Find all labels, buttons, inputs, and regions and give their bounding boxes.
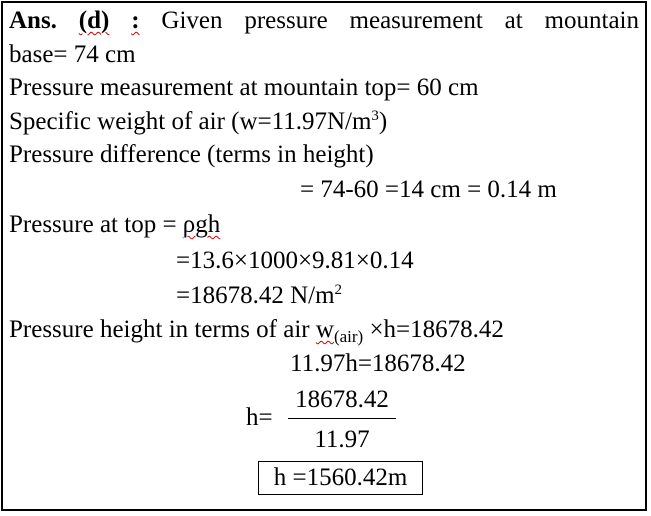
answer-option: (d) [78,7,110,34]
fraction [288,385,396,457]
pressure-top-text: Pressure at top = [9,211,183,238]
fraction-numerator: 18678.42 [295,386,389,413]
pressure-difference-line: Pressure difference (terms in height) [9,141,374,168]
specific-weight-close: ) [378,108,388,135]
cubic-exponent: 3 [371,108,379,124]
answer-prefix: Ans. [9,7,57,34]
w-air [315,316,364,346]
rho-g-h: ρgh [182,211,221,238]
pressure-height-text: Pressure height in terms of air [9,316,316,343]
base-pressure-line: base= 74 cm [9,41,136,68]
final-result-box: h =1560.42m [258,461,423,495]
answer-line-1 [9,6,639,36]
top-pressure-line: Pressure measurement at mountain top= 60 cm [9,74,479,101]
pressure-height-end: ×h=18678.42 [363,316,504,343]
given-text: Given pressure measurement at mountain [161,7,639,34]
h-label: h= [246,404,273,431]
pressure-height-line [9,315,504,345]
calculation-line: =13.6×1000×9.81×0.14 [176,247,414,274]
pressure-top-line [9,210,220,240]
pressure-result-line [176,281,342,311]
answer-colon: : [131,7,140,34]
specific-weight-line [9,107,387,137]
air-subscript: (air) [333,327,364,346]
height-difference-line: = 74-60 =14 cm = 0.14 m [300,176,557,203]
fraction-denominator: 11.97 [314,426,370,453]
equation-line: 11.97h=18678.42 [290,350,466,377]
square-exponent: 2 [334,282,343,298]
pressure-result-text: =18678.42 N/m [176,282,335,309]
w-symbol: w [315,316,334,343]
specific-weight-text: Specific weight of air (w=11.97N/m [9,108,372,135]
fraction-bar [288,418,396,419]
